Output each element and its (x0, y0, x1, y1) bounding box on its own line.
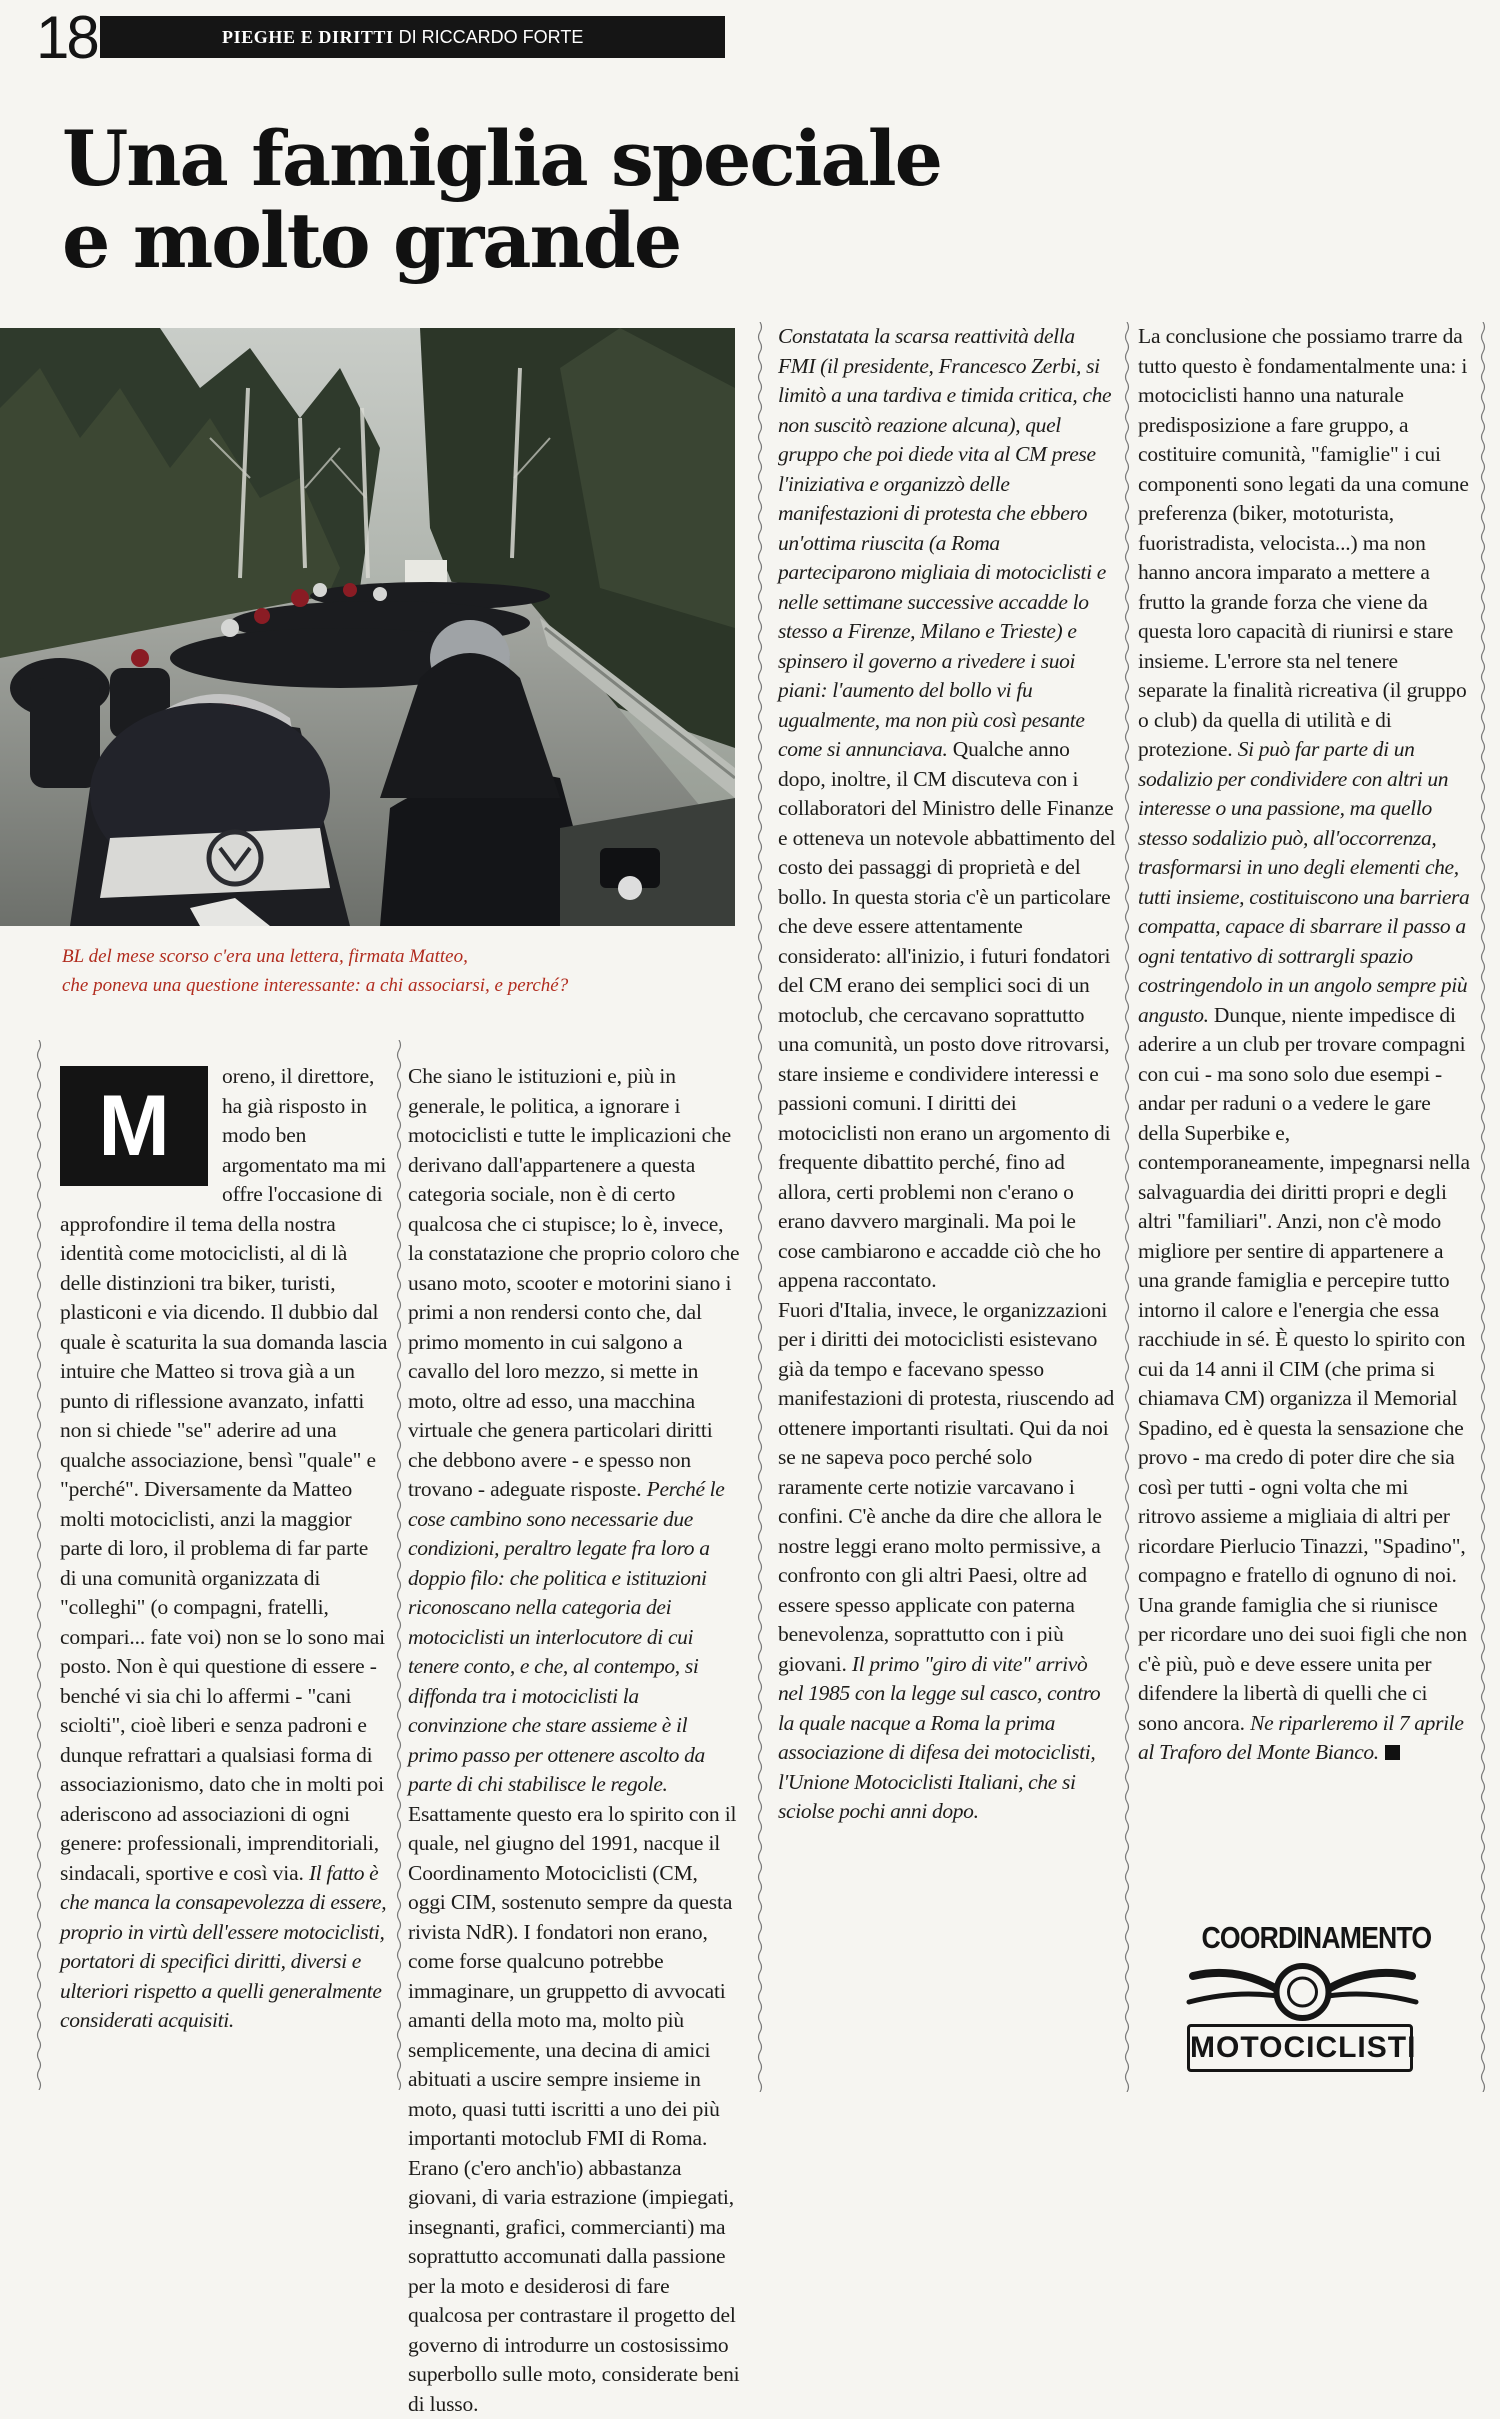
paragraph-4-text: Qualche anno dopo, inoltre, il CM discuteva con i collaboratori del Ministro delle Finanze e otteneva un notevole abbattimento del costo dei passaggi di proprietà e del bollo. In questa storia c'è un particolare che deve essere attentamente considerato: all'inizio, i futuri fondatori del CM erano dei semplici soci di un motoclub, che cercavano soprattutto una comunità, un posto dove ritrovarsi, stare insieme e condividere interessi e passioni comuni. I diritti dei motociclisti non erano un argomento di frequente dibattito perché, fino ad allora, certi problemi non c'erano o erano davvero marginali. Ma poi le cose cambiarono e accadde ciò che ho appena raccontato. (778, 737, 1116, 1292)
logo-bottom-text: MOTOCICLISTI (1187, 2024, 1413, 2072)
column-rule-3-4 (1124, 322, 1130, 2092)
title-line-2: e molto grande (62, 196, 681, 285)
section-name: PIEGHE E DIRITTI (222, 27, 394, 47)
paragraph-3-text: Esattamente questo era lo spirito con il quale, nel giugno del 1991, nacque il Coordinamento Motociclisti (CM, oggi CIM, sostenuto sempre da questa rivista NdR). I fondatori non erano, come forse qualcuno potrebbe immaginare, un gruppetto di avvocati amanti della moto ma, molto più semplicemente, una decina di amici abituati a uscire sempre insieme in moto, quasi tutti iscritti a uno dei più importanti motoclub FMI di Roma. Erano (c'ero anch'io) abbastanza giovani, di varia estrazione (impiegati, insegnanti, grafici, commercianti) ma soprattutto accomunati dalla passione per la moto e desiderosi di fare qualcosa per contrastare il progetto del governo di introdurre un costosissimo superbollo sulle moto, considerate beni di lusso. (408, 1801, 740, 2416)
handlebar-icon (1185, 1962, 1420, 2022)
caption-line-2: che poneva una questione interessante: a chi associarsi, e perché? (62, 975, 569, 996)
text-column-2 (408, 1062, 740, 2419)
paragraph-7-text: Dunque, niente impedisce di aderire a un club per trovare compagni con cui - ma sono solo due esempi - andar per raduni o a vedere le gare della Superbike e, contemporaneamente, impegnarsi nella salvaguardia dei diritti propri e degli altri "familiari". Anzi, non c'è modo migliore per sentire di appartenere a una grande famiglia e percepire tutto intorno il calore e l'energia che essa racchiude in sé. È questo lo spirito con cui da 14 anni il CIM (che prima si chiamava CM) organizza il Memorial Spadino, ed è questa la sensazione che provo - ma credo di poter dire che sia così per tutti - ogni volta che mi ritrovo assieme a migliaia di altri per ricordare Pierlucio Tinazzi, "Spadino", compagno e fratello di ognuno di noi. Una grande famiglia che si riunisce per ricordare uno dei suoi figli che non c'è più, può e deve essere unita per difendere la libertà di quelli che ci sono ancora. (1138, 1002, 1470, 1735)
title-line-1: Una famiglia speciale (62, 114, 941, 203)
paragraph-1 (60, 1062, 388, 2036)
paragraph-7-italic: Ne riparleremo il 7 aprile al Traforo del Monte Bianco. (1138, 1710, 1464, 1764)
column-rule-left (36, 1040, 42, 2090)
column-rule-2-3 (757, 322, 763, 2092)
caption-line-1: BL del mese scorso c'era una lettera, firmata Matteo, (62, 946, 468, 967)
article-photo (0, 328, 735, 926)
paragraph-1-italic: Il fatto è che manca la consapevolezza di essere, proprio in virtù dell'essere motociclisti, portatori di specifici diritti, diversi e ulteriori rispetto a quelli generalmente considerati acquisiti. (60, 1860, 387, 2032)
logo-top-text: COORDINAMENTO (1201, 1920, 1432, 1955)
coordinamento-motociclisti-logo (1185, 1910, 1432, 2085)
paragraph-2-text: Che siano le istituzioni e, più in generale, le politica, a ignorare i motociclisti e tutte le implicazioni che derivano dall'appartenere a questa categoria sociale, non è di certo qualcosa che ci stupisce; lo è, invece, la constatazione che proprio coloro che usano moto, scooter e motorini siano i primi a non rendersi conto che, dal primo momento in cui salgono a cavallo del loro mezzo, si mette in moto, oltre ad esso, una macchina virtuale che genera particolari diritti che debbono avere - e spesso non trovano - adeguate risposte. (408, 1064, 740, 1501)
paragraph-5-italic: Il primo "giro di vite" arrivò nel 1985 con la legge sul casco, contro la quale nacque a Roma la prima associazione di difesa dei motociclisti, l'Unione Motociclisti Italiani, che si sciolse pochi anni dopo. (778, 1651, 1101, 1823)
motorcycle-rally-photo (0, 328, 735, 926)
text-column-1 (60, 1062, 388, 2036)
section-rubric-bar (100, 16, 725, 58)
paragraph-6 (1138, 322, 1470, 1768)
text-column-3 (778, 322, 1116, 1827)
paragraph-5 (778, 1296, 1116, 1827)
drop-cap: M (60, 1066, 208, 1186)
column-rule-1-2 (396, 1040, 402, 2090)
text-column-4 (1138, 322, 1470, 1768)
page-number: 18 (36, 4, 97, 71)
byline: DI RICCARDO FORTE (398, 27, 584, 47)
paragraph-5-text: Fuori d'Italia, invece, le organizzazioni per i diritti dei motociclisti esistevano già da tempo e facevano spesso manifestazioni di protesta, riuscendo ad ottenere importanti risultati. Qui da noi se ne sapeva poco perché solo raramente certe notizie varcavano i confini. C'è anche da dire che allora le nostre leggi erano molto permissive, a confronto con gli altri Paesi, oltre ad essere spesso applicate con paterna benevolenza, soprattutto con i più giovani. (778, 1297, 1115, 1676)
column-rule-right (1480, 322, 1486, 2092)
paragraph-6-italic: Si può far parte di un sodalizio per condividere con altri un interesse o una passione, ma quello stesso sodalizio può, all'occorrenza, trasformarsi in uno degli elementi che, tutti insieme, costituiscono una barriera compatta, capace di sbarrare il passo a ogni tentativo di sottrargli spazio costringendolo in un angolo sempre più angusto. (1138, 737, 1470, 1027)
paragraph-6-text: La conclusione che possiamo trarre da tutto questo è fondamentalmente una: i motociclisti hanno una naturale predisposizione a fare gruppo, a costituire comunità, "famiglie" i cui componenti sono legati da una comune preferenza (biker, mototurista, fuoristradista, velocista...) ma non hanno ancora imparato a mettere a frutto la grande forza che viene da questa loro capacità di riunirsi e stare insieme. L'errore sta nel tenere separate la finalità ricreativa (il gruppo o club) da quella di utilità e di protezione. (1138, 324, 1469, 761)
end-of-article-mark (1385, 1745, 1400, 1760)
paragraph-3-italic: Constatata la scarsa reattività della FMI (il presidente, Francesco Zerbi, si limitò a una tardiva e timida critica, che non suscitò reazione alcuna), quel gruppo che poi diede vita al CM prese l'iniziativa e organizzò delle manifestazioni di protesta che ebbero un'ottima riuscita (a Roma parteciparono migliaia di motociclisti e nelle settimane successive accadde lo stesso a Firenze, Milano e Trieste) e spinsero il governo a rivedere i suoi piani: l'aumento del bollo vi fu ugualmente, ma non più così pesante come si annunciava. (778, 324, 1112, 761)
paragraph-2-italic: Perché le cose cambino sono necessarie due condizioni, peraltro legate fra loro a doppio filo: che politica e istituzioni riconoscano nella categoria dei motociclisti un interlocutore di cui tenere conto, e che, al contempo, si diffonda tra i motociclisti la convinzione che stare assieme è il primo passo per ottenere ascolto da parte di chi stabilisce le regole. (408, 1477, 725, 1796)
article-title (62, 114, 1162, 285)
paragraph-2 (408, 1062, 740, 2419)
photo-caption (62, 942, 622, 1000)
paragraph-1-text: oreno, il direttore, ha già risposto in modo ben argomentato ma mi offre l'occasione di approfondire il tema della nostra identità come motociclisti, al di là delle distinzioni tra biker, turisti, plasticoni e via dicendo. Il dubbio dal quale è scaturita la sua domanda lascia intuire che Matteo si trova già a un punto di riflessione avanzato, infatti non si chiede "se" aderire ad una qualche associazione, bensì "quale" e "perché". Diversamente da Matteo molti motociclisti, anzi la maggior parte di loro, il problema di far parte di una comunità organizzata di "colleghi" (o compagni, fratelli, compari... fate voi) non se lo sono mai posto. Non è qui questione di essere - benché vi sia chi lo affermi - "cani sciolti", cioè liberi e senza padroni e dunque refrattari a qualsiasi forma di associazionismo, dato che in molti poi aderiscono ad associazioni di ogni genere: professionali, imprenditoriali, sindacali, sportive e così via. (60, 1064, 388, 1885)
paragraph-3-continued (778, 322, 1116, 1296)
